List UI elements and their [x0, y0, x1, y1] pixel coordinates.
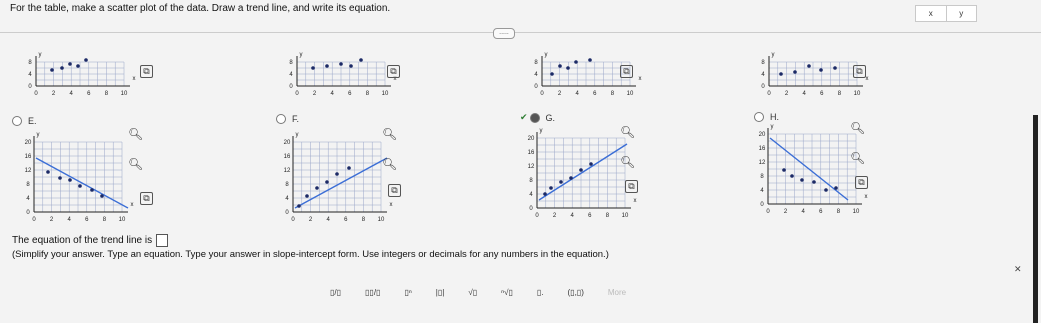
close-icon[interactable]: ✕ [1014, 264, 1022, 274]
y-tick-label: 8 [289, 60, 293, 66]
popout-icon[interactable]: ⧉ [387, 65, 400, 78]
data-point [834, 186, 838, 190]
data-point [559, 180, 563, 184]
radio-button-selected[interactable] [530, 113, 540, 123]
data-point [339, 62, 343, 66]
x-tick-label: 8 [605, 213, 610, 219]
absolute-value-tool[interactable]: |▯| [435, 287, 445, 297]
y-tick-label: 8 [28, 60, 32, 66]
y-tick-label: 16 [24, 154, 32, 160]
y-tick-label: 20 [758, 132, 766, 138]
data-table-header [915, 5, 977, 22]
x-tick-label: 0 [767, 91, 771, 97]
data-point [50, 68, 54, 72]
x-tick-label: 4 [802, 91, 806, 97]
data-point [824, 188, 828, 192]
trend-line [539, 144, 627, 200]
data-point [558, 64, 562, 68]
fraction-tool[interactable]: ▯/▯ [330, 287, 342, 297]
y-tick-label: 8 [760, 174, 764, 180]
data-point [297, 204, 301, 208]
y-tick-label: 16 [283, 154, 291, 160]
square-root-tool[interactable]: √▯ [468, 287, 478, 297]
y-tick-label: 4 [761, 72, 765, 78]
scrollbar[interactable] [1033, 115, 1038, 323]
table-header-y: y [946, 6, 977, 21]
x-tick-label: 8 [361, 217, 366, 223]
option-e[interactable] [12, 116, 37, 126]
x-tick-label: 4 [801, 209, 805, 215]
zoom-out-icon[interactable]: 🔍︎ [620, 155, 636, 169]
data-point [68, 178, 72, 182]
question-text: For the table, make a scatter plot of the data. Draw a trend line, and write its equation. [10, 3, 391, 14]
x-tick-label: 2 [557, 91, 562, 97]
data-point [779, 72, 783, 76]
data-point [315, 186, 319, 190]
top-graph-1 [22, 52, 136, 102]
y-tick-label: 0 [534, 84, 538, 90]
popout-icon[interactable]: ⧉ [140, 65, 153, 78]
data-point [782, 168, 786, 172]
data-point [574, 60, 578, 64]
ordered-pair-tool[interactable]: (▯,▯) [567, 287, 584, 297]
y-tick-label: 8 [285, 182, 289, 188]
x-axis-label: x [633, 198, 637, 204]
y-tick-label: 20 [24, 140, 32, 146]
x-tick-label: 10 [852, 209, 860, 215]
x-tick-label: 2 [51, 91, 56, 97]
x-tick-label: 0 [34, 91, 38, 97]
popout-icon[interactable]: ⧉ [388, 184, 401, 197]
radio-button[interactable] [12, 116, 22, 126]
y-tick-label: 12 [527, 164, 535, 170]
x-tick-label: 2 [784, 91, 789, 97]
top-graph-2 [283, 52, 397, 102]
x-tick-label: 8 [104, 91, 109, 97]
x-tick-label: 8 [837, 91, 842, 97]
popout-icon[interactable]: ⧉ [620, 65, 633, 78]
data-point [90, 188, 94, 192]
x-tick-label: 8 [365, 91, 370, 97]
x-tick-label: 10 [381, 91, 389, 97]
x-tick-label: 8 [836, 209, 841, 215]
y-axis-label: y [299, 52, 303, 58]
data-point [78, 184, 82, 188]
x-tick-label: 4 [575, 91, 579, 97]
x-tick-label: 6 [87, 91, 91, 97]
x-tick-label: 2 [49, 217, 54, 223]
x-tick-label: 0 [32, 217, 36, 223]
y-tick-label: 16 [527, 150, 535, 156]
x-tick-label: 0 [540, 91, 544, 97]
x-tick-label: 6 [820, 91, 824, 97]
data-point [589, 162, 593, 166]
x-tick-label: 4 [67, 217, 71, 223]
x-tick-label: 10 [626, 91, 634, 97]
expand-more-button[interactable]: ..... [493, 28, 515, 39]
y-tick-label: 20 [283, 140, 291, 146]
divider [0, 32, 1041, 33]
data-point [58, 176, 62, 180]
y-tick-label: 4 [760, 188, 764, 194]
y-tick-label: 4 [534, 72, 538, 78]
nth-root-tool[interactable]: ⁿ√▯ [501, 287, 513, 297]
option-f[interactable] [276, 114, 299, 124]
x-axis-label: x [130, 202, 134, 208]
data-point [819, 68, 823, 72]
x-axis-label: x [393, 76, 397, 82]
y-tick-label: 8 [534, 60, 538, 66]
x-tick-label: 6 [348, 91, 352, 97]
x-tick-label: 10 [120, 91, 128, 97]
y-tick-label: 20 [527, 136, 535, 142]
checkmark-icon: ✔ [520, 112, 528, 122]
x-tick-label: 4 [326, 217, 330, 223]
y-tick-label: 0 [529, 206, 533, 212]
equation-label: The equation of the trend line is [12, 235, 153, 246]
option-g-graph [521, 124, 636, 219]
data-point [325, 64, 329, 68]
decimal-tool[interactable]: ▯. [536, 287, 544, 297]
popout-icon[interactable]: ⧉ [853, 65, 866, 78]
table-header-x: x [928, 9, 933, 18]
y-tick-label: 4 [285, 196, 289, 202]
x-tick-label: 10 [377, 217, 385, 223]
data-point [812, 180, 816, 184]
zoom-in-icon[interactable]: 🔍︎ [382, 127, 398, 141]
y-tick-label: 0 [28, 84, 32, 90]
x-axis-label: x [864, 194, 868, 200]
data-point [325, 180, 329, 184]
x-tick-label: 2 [308, 217, 313, 223]
option-e-label: E. [28, 116, 37, 126]
x-tick-label: 8 [102, 217, 107, 223]
data-point [550, 72, 554, 76]
x-tick-label: 10 [118, 217, 126, 223]
x-tick-label: 4 [570, 213, 574, 219]
data-point [543, 192, 547, 196]
data-point [790, 174, 794, 178]
data-point [549, 186, 553, 190]
option-e-graph [18, 128, 133, 223]
equation-prompt [12, 234, 168, 247]
option-f-label: F. [292, 114, 300, 124]
x-tick-label: 0 [295, 91, 299, 97]
data-point [588, 58, 592, 62]
x-axis-label: x [389, 202, 393, 208]
data-point [305, 194, 309, 198]
data-point [579, 168, 583, 172]
option-g-label: G. [545, 112, 556, 123]
data-point [359, 58, 363, 62]
x-axis-label: x [638, 76, 642, 82]
x-axis-label: x [865, 76, 869, 82]
data-point [793, 70, 797, 74]
data-point [800, 178, 804, 182]
data-point [335, 172, 339, 176]
x-axis-label: x [132, 76, 136, 82]
exponent-tool[interactable]: ▯ⁿ [404, 287, 412, 297]
x-tick-label: 6 [85, 217, 89, 223]
x-tick-label: 2 [552, 213, 557, 219]
zoom-in-icon[interactable]: 🔍︎ [620, 125, 636, 139]
y-tick-label: 8 [26, 182, 30, 188]
data-point [566, 66, 570, 70]
zoom-in-icon[interactable]: 🔍︎ [128, 127, 144, 141]
popout-icon[interactable]: ⧉ [140, 192, 153, 205]
x-tick-label: 2 [783, 209, 788, 215]
y-axis-label: y [770, 124, 774, 130]
y-axis-label: y [539, 128, 543, 134]
x-tick-label: 6 [593, 91, 597, 97]
popout-icon[interactable]: ⧉ [855, 176, 868, 189]
x-tick-label: 0 [535, 213, 539, 219]
data-point [76, 64, 80, 68]
y-tick-label: 0 [285, 210, 289, 216]
instruction-text: (Simplify your answer. Type an equation. Type your answer in slope-intercept form. Use integers or decimals for any numbers in the equation.) [12, 249, 609, 260]
data-point [347, 166, 351, 170]
data-point [46, 170, 50, 174]
mixed-number-tool[interactable]: ▯▯/▯ [365, 287, 381, 297]
data-point [311, 66, 315, 70]
more-tool[interactable]: More [607, 287, 627, 297]
data-point [807, 64, 811, 68]
data-point [68, 62, 72, 66]
zoom-out-icon[interactable]: 🔍︎ [128, 157, 144, 171]
x-tick-label: 8 [610, 91, 615, 97]
y-tick-label: 8 [761, 60, 765, 66]
zoom-in-icon[interactable]: 🔍︎ [850, 121, 866, 135]
x-tick-label: 0 [291, 217, 295, 223]
y-tick-label: 0 [761, 84, 765, 90]
data-point [100, 194, 104, 198]
zoom-out-icon[interactable]: 🔍︎ [382, 157, 398, 171]
top-graph-4 [755, 52, 869, 102]
y-tick-label: 0 [760, 202, 764, 208]
x-tick-label: 6 [588, 213, 592, 219]
y-tick-label: 4 [529, 192, 533, 198]
math-toolbar [330, 286, 626, 298]
y-axis-label: y [771, 52, 775, 58]
x-tick-label: 4 [330, 91, 334, 97]
y-tick-label: 12 [758, 160, 766, 166]
y-tick-label: 4 [26, 196, 30, 202]
data-point [60, 66, 64, 70]
x-tick-label: 2 [312, 91, 317, 97]
x-tick-label: 0 [766, 209, 770, 215]
data-point [84, 58, 88, 62]
option-h-label: H. [770, 112, 779, 122]
y-tick-label: 16 [758, 146, 766, 152]
x-tick-label: 4 [69, 91, 73, 97]
y-tick-label: 12 [283, 168, 291, 174]
x-tick-label: 6 [344, 217, 348, 223]
popout-icon[interactable]: ⧉ [625, 180, 638, 193]
x-tick-label: 10 [853, 91, 861, 97]
option-f-graph [277, 128, 392, 223]
y-tick-label: 8 [529, 178, 533, 184]
y-axis-label: y [38, 52, 42, 58]
y-tick-label: 12 [24, 168, 32, 174]
y-axis-label: y [36, 132, 40, 138]
y-axis-label: y [544, 52, 548, 58]
trend-line [36, 158, 128, 208]
y-tick-label: 4 [28, 72, 32, 78]
answer-input[interactable] [156, 234, 168, 247]
x-tick-label: 10 [621, 213, 629, 219]
option-g[interactable] [520, 112, 555, 123]
y-tick-label: 0 [289, 84, 293, 90]
data-point [349, 64, 353, 68]
y-axis-label: y [295, 132, 299, 138]
x-tick-label: 6 [819, 209, 823, 215]
radio-button[interactable] [276, 114, 286, 124]
data-point [833, 66, 837, 70]
zoom-out-icon[interactable]: 🔍︎ [850, 151, 866, 165]
trend-line [295, 158, 387, 208]
data-point [569, 176, 573, 180]
y-tick-label: 4 [289, 72, 293, 78]
y-tick-label: 0 [26, 210, 30, 216]
